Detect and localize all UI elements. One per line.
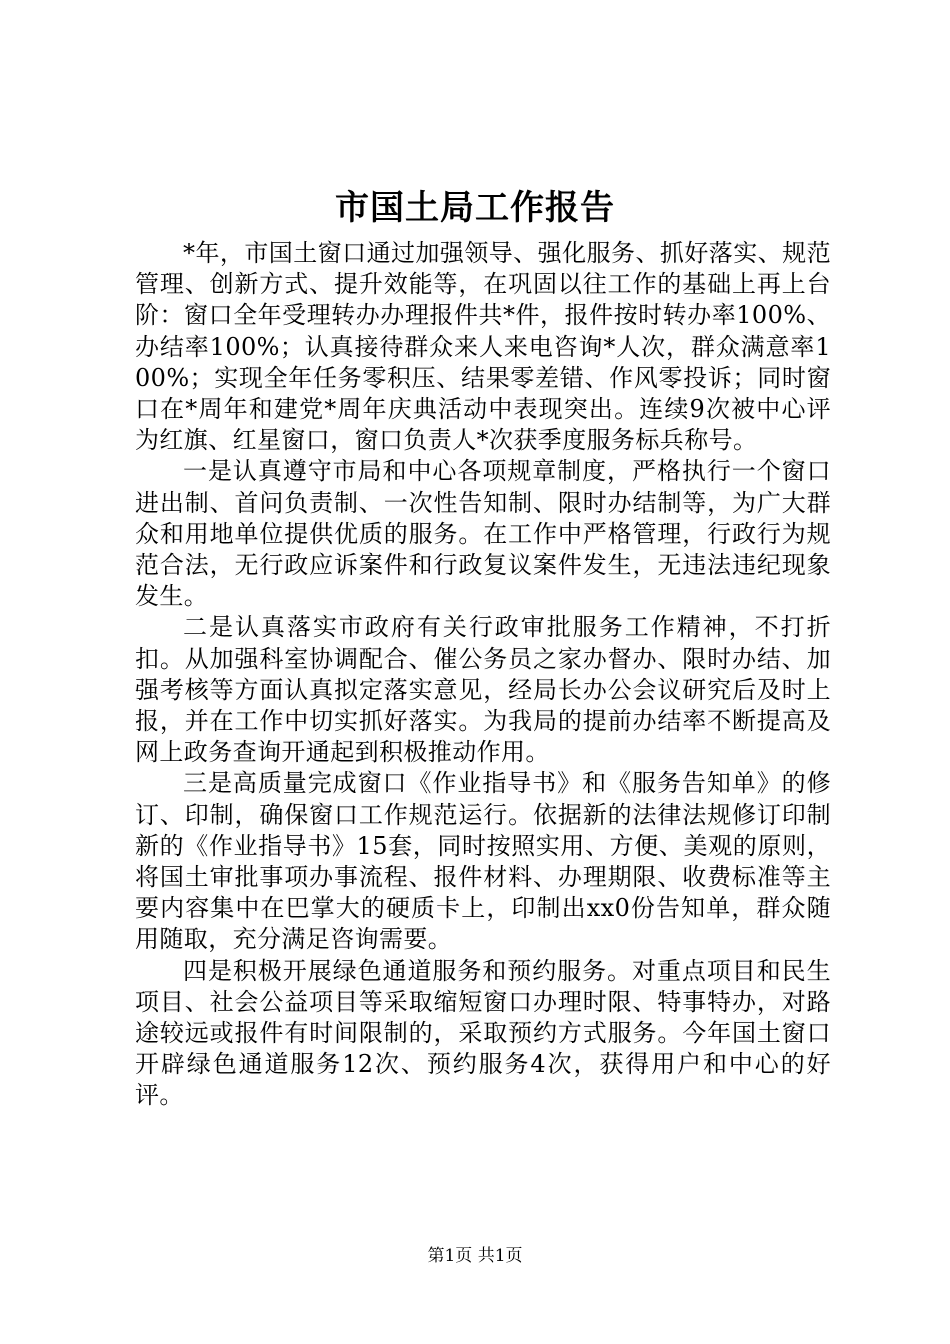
paragraph-point-four: 四是积极开展绿色通道服务和预约服务。对重点项目和民生项目、社会公益项目等采取缩短窗口办理时限、特事特办，对路途较远或报件有时间限制的，采取预约方式服务。今年国土窗口开辟绿色通道服务12次、预约服务4次，获得用户和中心的好评。 [135,956,831,1110]
paragraph-point-two: 二是认真落实市政府有关行政审批服务工作精神，不打折扣。从加强科室协调配合、催公务员之家办督办、限时办结、加强考核等方面认真拟定落实意见，经局长办公会议研究后及时上报，并在工作中切实抓好落实。为我局的提前办结率不断提高及网上政务查询开通起到积极推动作用。 [135,613,831,767]
paragraph-intro: *年，市国土窗口通过加强领导、强化服务、抓好落实、规范管理、创新方式、提升效能等，在巩固以往工作的基础上再上台阶：窗口全年受理转办办理报件共*件，报件按时转办率100%、办结率100%；认真接待群众来人来电咨询*人次，群众满意率100%；实现全年任务零积压、结果零差错、作风零投诉；同时窗口在*周年和建党*周年庆典活动中表现突出。连续9次被中心评为红旗、红星窗口，窗口负责人*次获季度服务标兵称号。 [135,239,831,455]
document-body [135,238,831,1112]
paragraph-point-one: 一是认真遵守市局和中心各项规章制度，严格执行一个窗口进出制、首问负责制、一次性告知制、限时办结制等，为广大群众和用地单位提供优质的服务。在工作中严格管理，行政行为规范合法，无行政应诉案件和行政复议案件发生，无违法违纪现象发生。 [135,457,831,611]
document-title: 市国土局工作报告 [335,188,615,228]
paragraph-point-three: 三是高质量完成窗口《作业指导书》和《服务告知单》的修订、印制，确保窗口工作规范运行。依据新的法律法规修订印制新的《作业指导书》15套，同时按照实用、方便、美观的原则，将国土审批事项办事流程、报件材料、办理期限、收费标准等主要内容集中在巴掌大的硬质卡上，印制出xx0份告知单，群众随用随取，充分满足咨询需要。 [135,769,831,954]
page-footer: 第1页 共1页 [427,1246,523,1266]
